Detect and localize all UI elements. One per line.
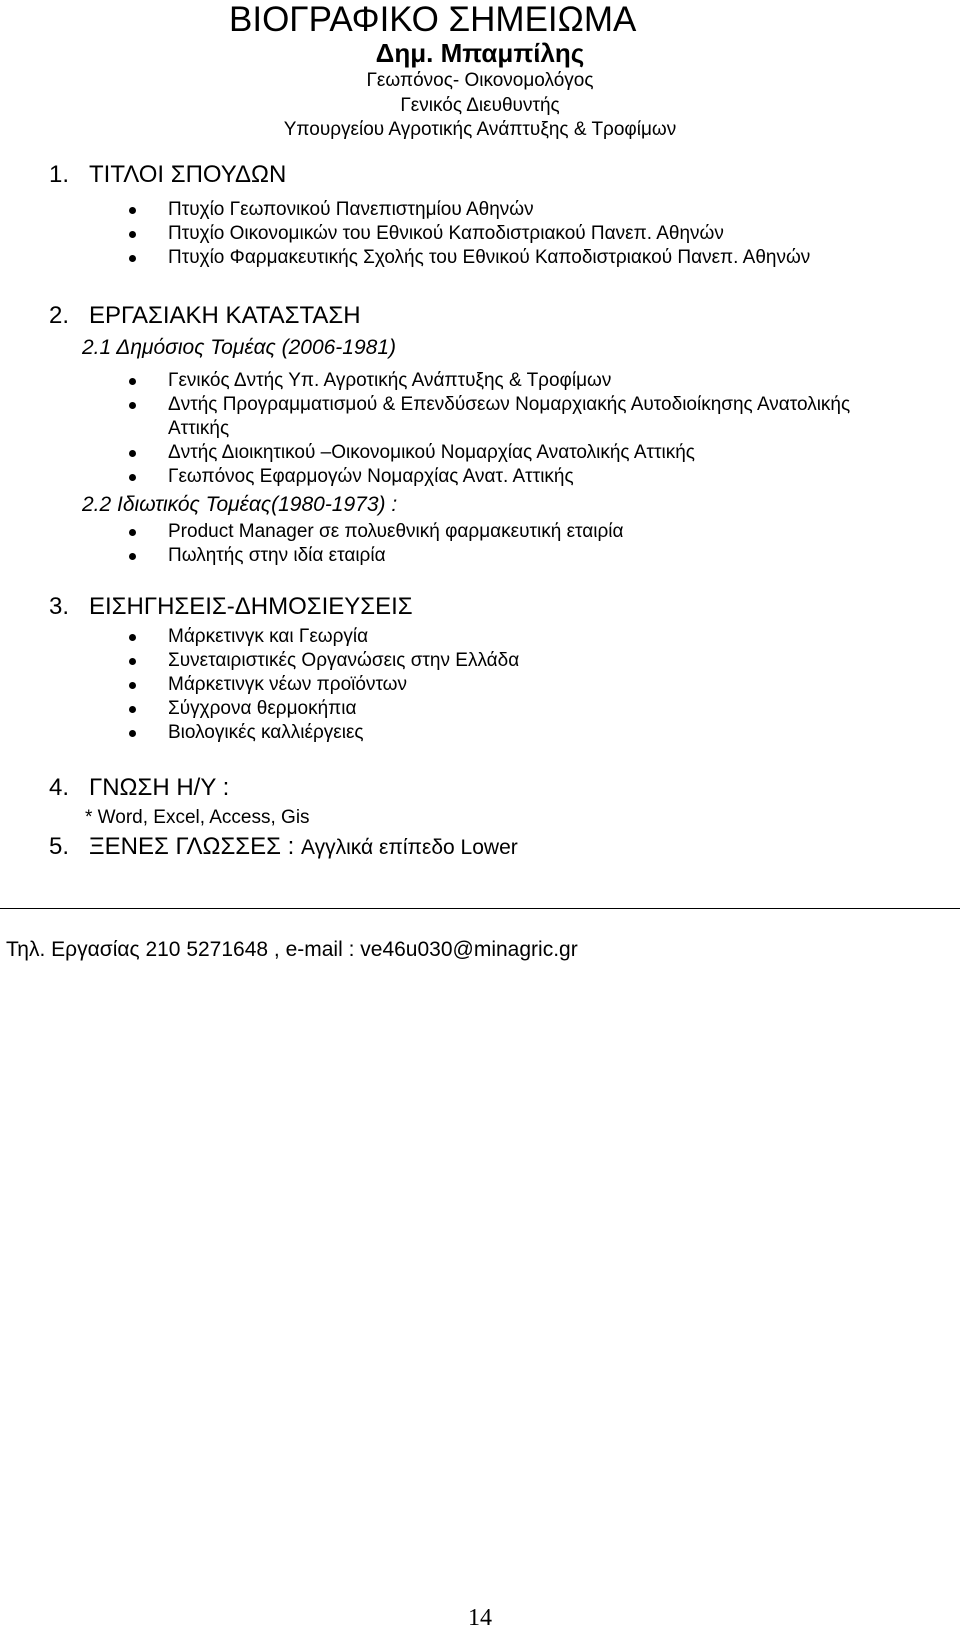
section-title: ΕΙΣΗΓΗΣΕΙΣ-ΔΗΜΟΣΙΕΥΣΕΙΣ	[89, 593, 413, 620]
bullet-icon	[129, 231, 136, 238]
section-number: 2.	[49, 302, 70, 329]
section-education-heading	[49, 160, 549, 190]
list-item: Βιολογικές καλλιέργειες	[129, 721, 519, 745]
list-item: Δντής Διοικητικού –Οικονομικού Νομαρχίας Ανατολικής Αττικής	[129, 441, 929, 465]
public-sector-list	[129, 369, 929, 489]
list-item: Δντής Προγραμματισμού & Επενδύσεων Νομαρχιακής Αυτοδιοίκησης Ανατολικής Αττικής	[129, 393, 908, 441]
author-ministry: Υπουργείου Αγροτικής Ανάπτυξης & Τροφίμων	[283, 119, 677, 140]
section-number: 4.	[49, 774, 70, 801]
author-name: Δημ. Μπαμπίλης	[375, 38, 585, 68]
private-sector-heading: 2.2 Ιδιωτικός Τομέας(1980-1973) :	[82, 493, 398, 516]
list-item: Συνεταιριστικές Οργανώσεις στην Ελλάδα	[129, 649, 519, 673]
bullet-icon	[129, 553, 136, 560]
contact-line: Τηλ. Εργασίας 210 5271648 , e-mail : ve46u030@minagric.gr	[6, 938, 578, 961]
list-item: Σύγχρονα θερμοκήπια	[129, 697, 519, 721]
list-item: Μάρκετινγκ και Γεωργία	[129, 625, 519, 649]
document-title: ΒΙΟΓΡΑΦΙΚΟ ΣΗΜΕΙΩΜΑ	[229, 0, 637, 39]
bullet-icon	[129, 529, 136, 536]
list-item: Πωλητής στην ιδία εταιρία	[129, 544, 624, 568]
section-employment-heading	[49, 301, 549, 331]
section-title-group	[89, 832, 518, 863]
bullet-icon	[129, 474, 136, 481]
section-number: 5.	[49, 833, 70, 860]
languages-value: Αγγλικά επίπεδο Lower	[300, 836, 518, 859]
list-item: Πτυχίο Οικονομικών του Εθνικού Καποδιστριακού Πανεπ. Αθηνών	[129, 222, 810, 246]
section-number: 3.	[49, 593, 70, 620]
list-item: Product Manager σε πολυεθνική φαρμακευτική εταιρία	[129, 520, 624, 544]
public-sector-heading: 2.1 Δημόσιος Τομέας (2006-1981)	[82, 336, 397, 359]
horizontal-rule	[0, 908, 960, 909]
bullet-icon	[129, 658, 136, 665]
bullet-icon	[129, 450, 136, 457]
bullet-icon	[129, 634, 136, 641]
bullet-icon	[129, 402, 136, 409]
section-title: ΕΡΓΑΣΙΑΚΗ ΚΑΤΑΣΤΑΣΗ	[89, 302, 361, 329]
list-item: Πτυχίο Φαρμακευτικής Σχολής του Εθνικού Καποδιστριακού Πανεπ. Αθηνών	[129, 246, 810, 270]
list-item: Πτυχίο Γεωπονικού Πανεπιστημίου Αθηνών	[129, 198, 810, 222]
section-number: 1.	[49, 161, 70, 188]
bullet-icon	[129, 682, 136, 689]
author-role: Γεωπόνος- Οικονομολόγος	[366, 70, 594, 91]
education-list	[129, 198, 810, 270]
section-presentations-heading	[49, 592, 649, 622]
list-item: Γεωπόνος Εφαρμογών Νομαρχίας Ανατ. Αττικής	[129, 465, 929, 489]
list-item: Μάρκετινγκ νέων προϊόντων	[129, 673, 519, 697]
list-item: Γενικός Δντής Υπ. Αγροτικής Ανάπτυξης & Τροφίμων	[129, 369, 929, 393]
bullet-icon	[129, 730, 136, 737]
page-number: 14	[468, 1605, 492, 1631]
section-title: ΤΙΤΛΟΙ ΣΠΟΥΔΩΝ	[89, 161, 287, 188]
bullet-icon	[129, 706, 136, 713]
computer-skills-text: * Word, Excel, Access, Gis	[85, 807, 310, 828]
bullet-icon	[129, 378, 136, 385]
section-title: ΓΝΩΣΗ Η/Υ :	[89, 774, 230, 801]
private-sector-list	[129, 520, 624, 568]
bullet-icon	[129, 255, 136, 262]
bullet-icon	[129, 207, 136, 214]
author-position: Γενικός Διευθυντής	[400, 95, 560, 116]
section-title: ΞΕΝΕΣ ΓΛΩΣΣΕΣ :	[89, 833, 295, 860]
section-computer-heading	[49, 773, 549, 803]
presentations-list	[129, 625, 519, 745]
section-languages-heading	[49, 832, 749, 862]
